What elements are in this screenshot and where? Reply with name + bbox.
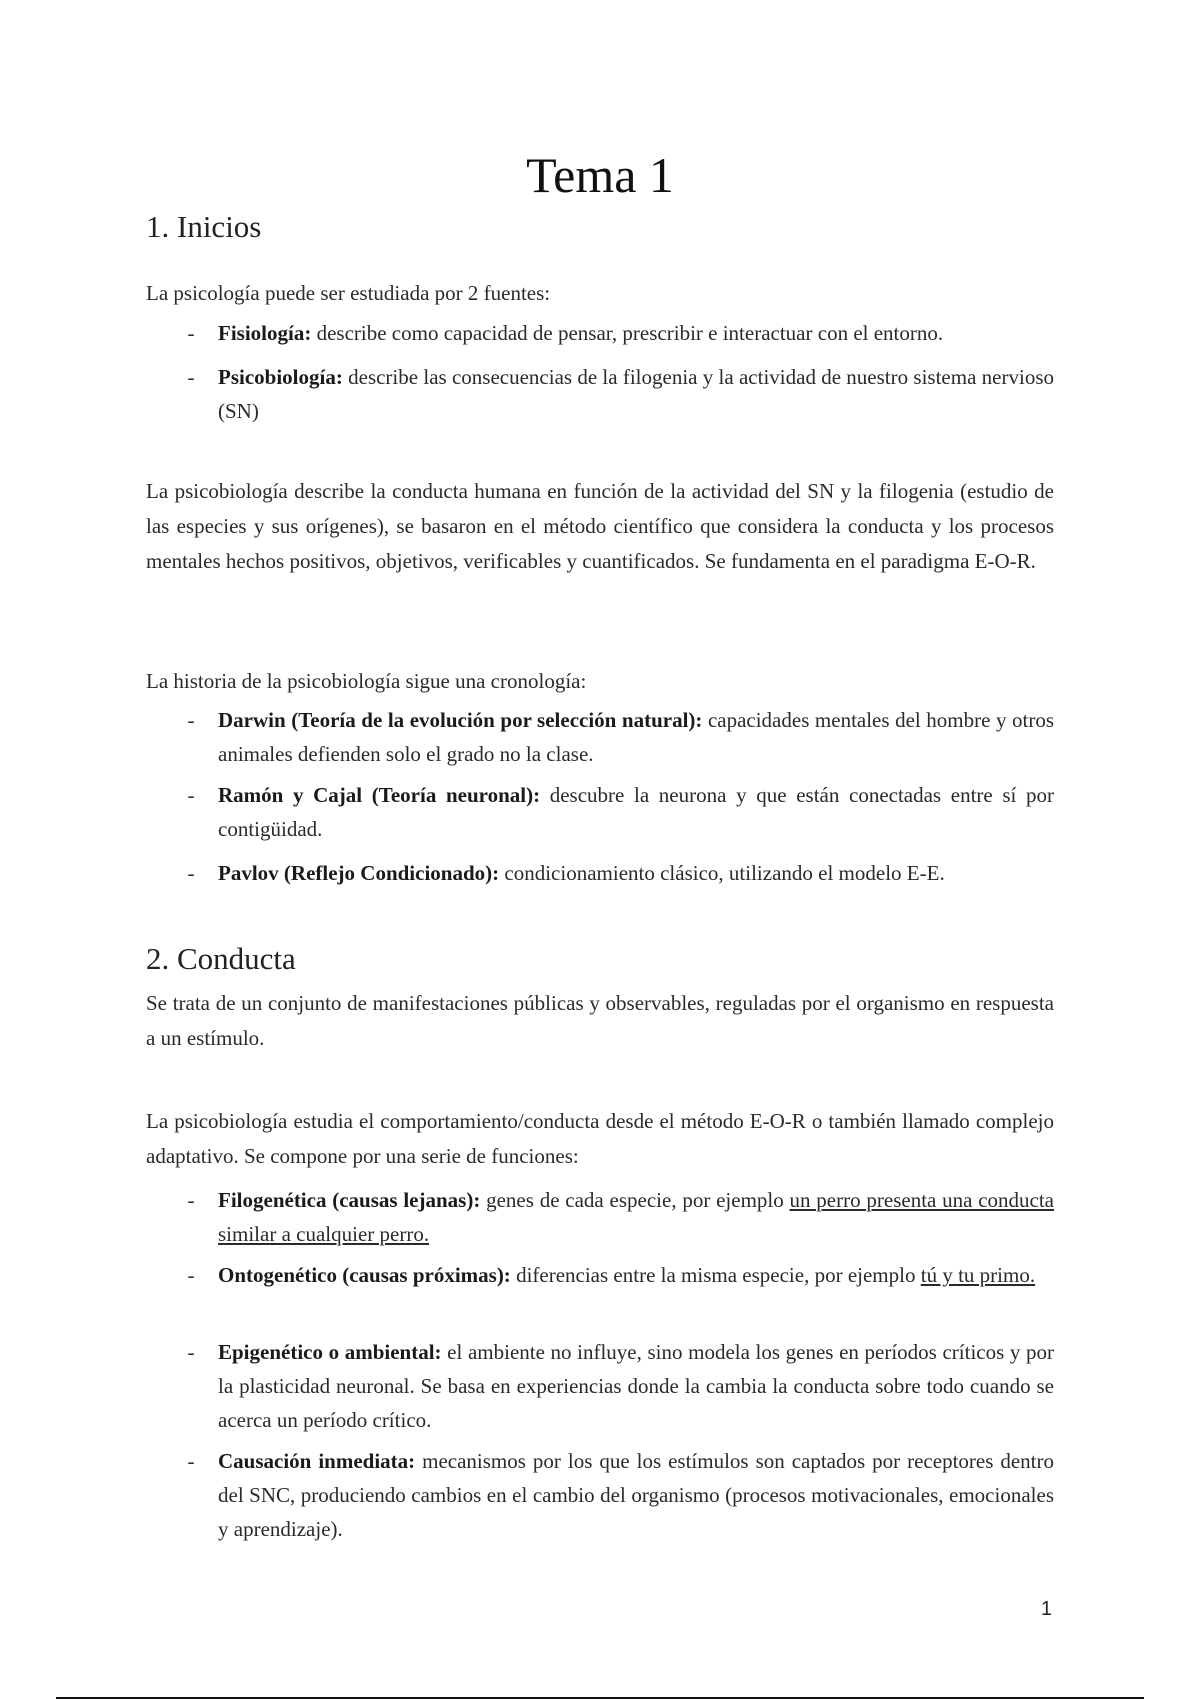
list-item <box>187 856 1054 890</box>
list-item <box>187 316 1054 350</box>
section-heading-inicios: 1. Inicios <box>146 209 262 244</box>
bullet-dash: - <box>187 861 195 885</box>
list-item-term: Causación inmediata: <box>218 1449 416 1473</box>
list-item-text: el ambiente no influye, sino modela los genes en períodos críticos y por la plasticidad neuronal. Se basa en experiencias donde la cambia la conducta sobre todo cuando se acerca un período crítico. <box>218 1340 1055 1432</box>
bullet-dash: - <box>187 321 195 345</box>
list-item-text: genes de cada especie, por ejemplo <box>480 1188 790 1212</box>
list-item <box>187 1258 1054 1292</box>
list-item-text: diferencias entre la misma especie, por ejemplo <box>510 1263 921 1287</box>
bullet-dash: - <box>187 783 195 807</box>
bullet-dash: - <box>187 1449 195 1473</box>
document-title: Tema 1 <box>526 147 674 203</box>
list-item <box>187 1444 1054 1546</box>
list-item-term: Epigenético o ambiental: <box>218 1340 442 1364</box>
bullet-dash: - <box>187 365 195 389</box>
intro-paragraph: La psicología puede ser estudiada por 2 fuentes: <box>146 281 551 305</box>
list-item <box>187 703 1055 771</box>
bullet-dash: - <box>187 1188 195 1212</box>
list-item-text: describe como capacidad de pensar, prescribir e interactuar con el entorno. <box>311 321 944 345</box>
list-item-term: Darwin (Teoría de la evolución por selección natural): <box>218 708 703 732</box>
body-paragraph: La psicobiología describe la conducta humana en función de la actividad del SN y la filogenia (estudio de las especies y sus orígenes), se basaron en el método científico que considera la conducta y los procesos mentales hechos positivos, objetivos, verificables y cuantificados. Se fundamenta en el paradigma E-O-R. <box>146 479 1054 573</box>
list-item-term: Filogenética (causas lejanas): <box>218 1188 481 1212</box>
list-item <box>187 1183 1055 1251</box>
list-item-term: Ontogenético (causas próximas): <box>218 1263 511 1287</box>
page-bottom-rule <box>56 1697 1144 1699</box>
list-item-text: describe las consecuencias de la filogenia y la actividad de nuestro sistema nervioso (SN) <box>218 365 1054 423</box>
list-item-term: Ramón y Cajal (Teoría neuronal): <box>218 783 541 807</box>
list-item-term: Fisiología: <box>218 321 312 345</box>
list-item <box>187 778 1055 846</box>
history-intro: La historia de la psicobiología sigue una cronología: <box>146 669 587 693</box>
section-heading-conducta: 2. Conducta <box>146 941 296 976</box>
list-item-term: Psicobiología: <box>218 365 343 389</box>
list-item-text: capacidades mentales del hombre y otros animales defienden solo el grado no la clase. <box>218 708 1055 766</box>
bullet-dash: - <box>187 708 195 732</box>
definition-paragraph: Se trata de un conjunto de manifestaciones públicas y observables, reguladas por el organismo en respuesta a un estímulo. <box>146 991 1054 1050</box>
list-item-term: Pavlov (Reflejo Condicionado): <box>218 861 500 885</box>
list-item-text: mecanismos por los que los estímulos son captados por receptores dentro del SNC, produciendo cambios en el cambio del organismo (procesos motivacionales, emocionales y aprendizaje). <box>218 1449 1054 1541</box>
body-paragraph: La psicobiología estudia el comportamiento/conducta desde el método E-O-R o también llamado complejo adaptativo. Se compone por una serie de funciones: <box>146 1109 1054 1168</box>
bullet-dash: - <box>187 1263 195 1287</box>
list-item-example: tú y tu primo. <box>920 1263 1036 1287</box>
bullet-dash: - <box>187 1340 195 1364</box>
list-item-text: descubre la neurona y que están conectadas entre sí por contigüidad. <box>218 783 1055 841</box>
list-item <box>187 1335 1055 1437</box>
list-item-example: un perro presenta una conducta similar a cualquier perro. <box>218 1188 1055 1246</box>
page-number: 1 <box>1040 1598 1052 1620</box>
list-item-text: condicionamiento clásico, utilizando el modelo E-E. <box>499 861 945 885</box>
list-item <box>187 360 1054 428</box>
